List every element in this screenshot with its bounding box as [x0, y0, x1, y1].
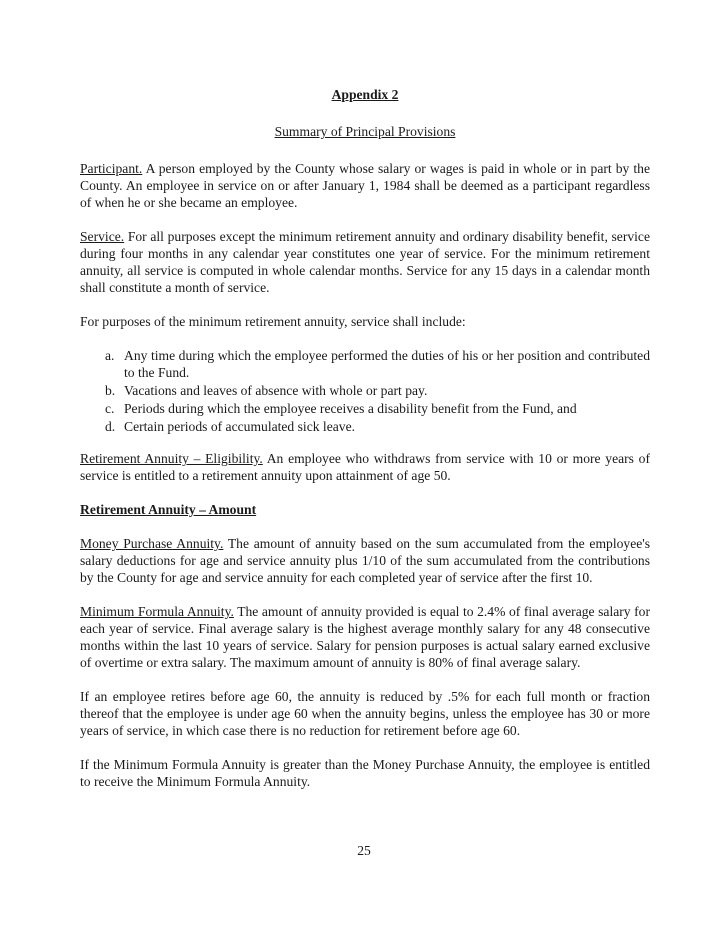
early-retirement-paragraph: If an employee retires before age 60, the annuity is reduced by .5% for each full month or fraction thereof that the employee is under age 60 when the annuity begins, unless the employee has 30 or more years of service, in which case there is no reduction for retirement before age 60. [80, 689, 650, 738]
eligibility-text: An employee who withdraws from service with 10 or more years of service is entitled to a retirement annuity upon attainment of age 50. [80, 451, 650, 483]
comparison-paragraph: If the Minimum Formula Annuity is greater than the Money Purchase Annuity, the employee is entitled to receive the Minimum Formula Annuity. [80, 757, 650, 789]
minimum-formula-term: Minimum Formula Annuity. [80, 604, 234, 619]
money-purchase-term: Money Purchase Annuity. [80, 536, 224, 551]
list-item-text: Any time during which the employee performed the duties of his or her position and contributed to the Fund. [124, 348, 650, 380]
page-title: Appendix 2 [331, 87, 399, 102]
page-subtitle: Summary of Principal Provisions [274, 124, 456, 139]
list-item-text: Periods during which the employee receives a disability benefit from the Fund, and [124, 401, 577, 416]
list-item [80, 347, 650, 381]
page-number: 25 [357, 843, 371, 858]
list-item [80, 400, 650, 417]
minimum-formula-text: The amount of annuity provided is equal to 2.4% of final average salary for each year of service. Final average salary is the highest average monthly salary for any 48 consecutive months within the last 10 years of service. Salary for pension purposes is actual salary earned exclusive of overtime or extra salary. The maximum amount of annuity is 80% of final average salary. [80, 604, 650, 670]
participant-paragraph [80, 160, 650, 211]
minimum-formula-paragraph [80, 603, 650, 671]
money-purchase-paragraph [80, 535, 650, 586]
list-marker: c. [105, 401, 115, 416]
money-purchase-text: The amount of annuity based on the sum accumulated from the employee's salary deductions for age and service annuity plus 1/10 of the sum accumulated from the contributions by the County for age and service annuity for each completed year of service after the first 10. [80, 536, 651, 585]
eligibility-paragraph [80, 450, 650, 484]
service-term: Service. [80, 229, 125, 244]
list-marker: a. [105, 348, 115, 363]
participant-term: Participant. [80, 161, 143, 176]
service-text: For all purposes except the minimum retirement annuity and ordinary disability benefit, service during four months in any calendar year constitutes one year of service. For the minimum retirement annuity, all service is computed in whole calendar months. Service for any 15 days in a calendar month shall constitute a month of service. [80, 229, 650, 295]
service-paragraph [80, 228, 650, 296]
list-item-text: Certain periods of accumulated sick leave. [124, 419, 356, 434]
min-annuity-intro: For purposes of the minimum retirement annuity, service shall include: [80, 314, 466, 329]
participant-text: A person employed by the County whose salary or wages is paid in whole or in part by the County. An employee in service on or after January 1, 1984 shall be deemed as a participant regardless of when he or she became an employee. [80, 161, 650, 210]
list-item [80, 418, 650, 435]
document-page [80, 86, 650, 807]
eligibility-term: Retirement Annuity – Eligibility. [80, 451, 263, 466]
service-inclusions-list [80, 347, 650, 435]
list-marker: d. [105, 419, 116, 434]
list-item-text: Vacations and leaves of absence with whole or part pay. [124, 383, 428, 398]
amount-heading: Retirement Annuity – Amount [80, 502, 257, 517]
list-marker: b. [105, 383, 116, 398]
list-item [80, 382, 650, 399]
